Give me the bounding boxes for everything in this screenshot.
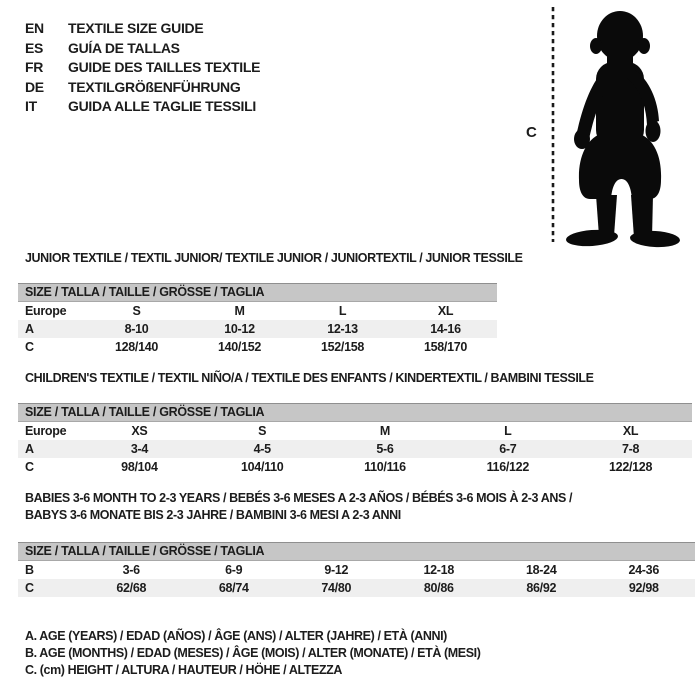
row-label: B xyxy=(25,563,34,577)
size-table xyxy=(18,422,692,476)
table-cell: 68/74 xyxy=(218,581,249,595)
size-table xyxy=(18,302,497,356)
table-cell: 80/86 xyxy=(423,581,454,595)
table-cell: 12-13 xyxy=(327,322,358,336)
table-cell: 104/110 xyxy=(240,460,284,474)
table-cell: M xyxy=(234,304,245,318)
language-title: GUIDA ALLE TAGLIE TESSILI xyxy=(68,98,256,114)
language-row xyxy=(25,39,260,59)
table-cell: 158/170 xyxy=(423,340,468,354)
table-cell: 10-12 xyxy=(224,322,255,336)
row-label: A xyxy=(25,442,34,456)
table-cell: 86/92 xyxy=(526,581,557,595)
language-code: DE xyxy=(25,78,44,95)
row-label: C xyxy=(25,581,34,595)
table-cell: XS xyxy=(131,424,148,438)
footnote: A. AGE (YEARS) / EDAD (AÑOS) / ÂGE (ANS) / ALTER (JAHRE) / ETÀ (ANNI) xyxy=(25,629,447,643)
size-header-bar: SIZE / TALLA / TAILLE / GRÖSSE / TAGLIA xyxy=(18,542,695,561)
table-cell: S xyxy=(132,304,141,318)
table-row xyxy=(18,422,692,440)
table-cell: 12-18 xyxy=(423,563,454,577)
toddler-figure xyxy=(520,0,700,250)
section-childrens-textile xyxy=(18,370,692,476)
language-code: ES xyxy=(25,39,44,56)
table-cell: 18-24 xyxy=(526,563,557,577)
row-label: Europe xyxy=(25,304,67,318)
language-title: TEXTILGRÖßENFÜHRUNG xyxy=(68,78,241,95)
table-cell: 116/122 xyxy=(486,460,529,474)
language-code: EN xyxy=(25,20,44,36)
language-code: FR xyxy=(25,59,44,75)
section-junior-textile xyxy=(18,250,523,356)
table-cell: 128/140 xyxy=(114,340,159,354)
footnote: B. AGE (MONTHS) / EDAD (MESES) / ÂGE (MOIS) / ALTER (MONATE) / ETÀ (MESI) xyxy=(25,646,481,660)
size-header-bar: SIZE / TALLA / TAILLE / GRÖSSE / TAGLIA xyxy=(18,403,692,422)
table-cell: M xyxy=(379,424,391,438)
table-cell: 9-12 xyxy=(324,563,349,577)
table-cell: L xyxy=(338,304,347,318)
table-cell: 3-4 xyxy=(130,442,148,456)
language-code: IT xyxy=(25,98,37,114)
section-title: BABIES 3-6 MONTH TO 2-3 YEARS / BEBÉS 3-6 MESES A 2-3 AÑOS / BÉBÉS 3-6 MOIS À 2-3 ANS / xyxy=(25,491,573,505)
table-cell: 74/80 xyxy=(321,581,352,595)
language-title: GUIDE DES TAILLES TEXTILE xyxy=(68,59,261,75)
table-cell: S xyxy=(258,424,267,438)
table-row xyxy=(18,561,695,579)
row-label: C xyxy=(25,460,34,474)
row-label: A xyxy=(25,322,34,336)
language-title: TEXTILE SIZE GUIDE xyxy=(68,20,204,36)
table-cell: 4-5 xyxy=(253,442,271,456)
table-cell: 24-36 xyxy=(628,563,659,577)
table-row xyxy=(18,338,497,356)
table-cell: XL xyxy=(437,304,454,318)
table-cell: 8-10 xyxy=(124,322,149,336)
size-table xyxy=(18,561,695,597)
section-title-line2: BABYS 3-6 MONATE BIS 2-3 JAHRE / BAMBINI 3-6 MESI A 2-3 ANNI xyxy=(25,508,401,522)
table-cell: 140/152 xyxy=(217,340,262,354)
toddler-silhouette-icon xyxy=(566,11,681,248)
height-measure-label: C xyxy=(526,124,537,141)
table-cell: 62/68 xyxy=(116,581,147,595)
section-title: JUNIOR TEXTILE / TEXTIL JUNIOR/ TEXTILE JUNIOR / JUNIORTEXTIL / JUNIOR TESSILE xyxy=(25,251,523,265)
language-row xyxy=(25,78,260,98)
table-cell: 14-16 xyxy=(430,322,461,336)
footnote-legend xyxy=(25,628,481,679)
size-header-bar: SIZE / TALLA / TAILLE / GRÖSSE / TAGLIA xyxy=(18,283,497,302)
language-row xyxy=(25,58,260,78)
table-row xyxy=(18,302,497,320)
language-title-list xyxy=(25,19,260,117)
language-title: GUÍA DE TALLAS xyxy=(68,39,180,56)
table-cell: 5-6 xyxy=(376,442,394,456)
table-cell: L xyxy=(504,424,512,438)
table-row xyxy=(18,579,695,597)
table-cell: 152/158 xyxy=(320,340,365,354)
table-cell: 122/128 xyxy=(609,460,653,474)
table-cell: XL xyxy=(622,424,639,438)
footnote: C. (cm) HEIGHT / ALTURA / HAUTEUR / HÖHE / ALTEZZA xyxy=(25,663,343,677)
table-row xyxy=(18,440,692,458)
table-cell: 92/98 xyxy=(628,581,659,595)
language-row xyxy=(25,97,260,117)
table-cell: 7-8 xyxy=(622,442,640,456)
table-cell: 6-7 xyxy=(499,442,517,456)
table-cell: 3-6 xyxy=(122,563,140,577)
section-title: CHILDREN'S TEXTILE / TEXTIL NIÑO/A / TEXTILE DES ENFANTS / KINDERTEXTIL / BAMBINI TESSILE xyxy=(25,371,594,385)
language-row xyxy=(25,19,260,39)
row-label: Europe xyxy=(25,424,67,438)
table-cell: 98/104 xyxy=(121,460,158,474)
row-label: C xyxy=(25,340,34,354)
table-cell: 6-9 xyxy=(225,563,243,577)
table-cell: 110/116 xyxy=(364,460,406,474)
table-row xyxy=(18,458,692,476)
section-babies-textile xyxy=(18,490,695,597)
table-row xyxy=(18,320,497,338)
